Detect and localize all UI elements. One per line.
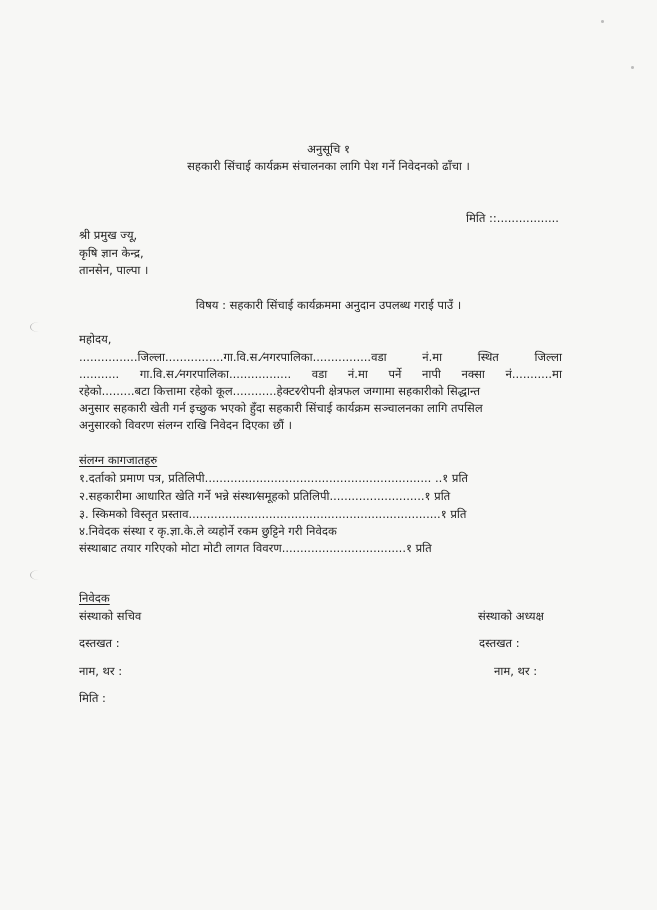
addressee-line-3: तानसेन, पाल्पा । bbox=[79, 263, 149, 277]
body-line-5: अनुसारको विवरण संलग्न राखि निवेदन दिएका छौं । bbox=[79, 418, 292, 432]
body-word: पर्ने bbox=[388, 367, 402, 381]
body-word: ................जिल्ला................गा.वि.स.⁄नगरपालिका................वडा bbox=[79, 350, 387, 364]
body-word: नापी bbox=[422, 367, 441, 381]
secretary-signature-label: दस्तखत : bbox=[79, 636, 120, 650]
chairperson-name-label: नाम, थर : bbox=[494, 664, 538, 678]
salutation: महोदय, bbox=[79, 332, 112, 346]
body-word: जिल्ला bbox=[534, 350, 562, 364]
attachment-item-2: २.सहकारीमा आधारित खेति गर्ने भन्ने संस्था⁄समूहको प्रतिलिपी..........................१ प्रति bbox=[79, 489, 451, 503]
applicant-heading: निवेदक bbox=[79, 591, 110, 605]
body-word: स्थित bbox=[477, 350, 499, 364]
punch-hole-mark bbox=[30, 570, 47, 580]
date-line: मिति ::................. bbox=[466, 211, 559, 225]
body-word: वडा bbox=[311, 367, 328, 381]
body-word: नक्सा bbox=[461, 367, 485, 381]
body-line-4: अनुसार सहकारी खेती गर्न इच्छुक भएको हुँदा सहकारी सिंचाई कार्यक्रम सञ्चालनका लागि तपसिल bbox=[79, 401, 483, 415]
body-word: गा.वि.स.⁄नगरपालिका................. bbox=[139, 367, 292, 381]
attachments-heading: संलग्न कागजातहरु bbox=[79, 453, 158, 467]
attachment-item-3: ३. स्किमको विस्तृत प्रस्ताव.....................................................................१ प्रति bbox=[79, 507, 467, 521]
addressee-line-2: कृषि ज्ञान केन्द्र, bbox=[79, 246, 144, 260]
punch-hole-mark bbox=[30, 322, 47, 332]
addressee-line-1: श्री प्रमुख ज्यू, bbox=[79, 228, 138, 242]
body-word: नं.मा bbox=[422, 350, 443, 364]
body-line-1 bbox=[79, 352, 562, 364]
attachment-item-4-continued: संस्थाबाट तयार गरिएको मोटा मोटी लागत विवरण..................................१ प्रति bbox=[79, 541, 432, 555]
attachment-item-1: १.दर्ताको प्रमाण पत्र, प्रतिलिपी.............................................................. ..१ प्रति bbox=[79, 471, 468, 485]
form-title: सहकारी सिंचाई कार्यक्रम संचालनका लागि पेश गर्ने निवेदनको ढाँचा । bbox=[187, 159, 470, 173]
annex-label: अनुसूचि १ bbox=[307, 142, 350, 156]
scan-speck bbox=[601, 20, 604, 23]
chairperson-signature-label: दस्तखत : bbox=[479, 636, 520, 650]
secretary-name-label: नाम, थर : bbox=[79, 664, 123, 678]
secretary-title: संस्थाको सचिव bbox=[79, 609, 142, 623]
subject-line: विषय : सहकारी सिंचाई कार्यक्रममा अनुदान उपलब्ध गराई पाउँ । bbox=[195, 298, 462, 312]
body-line-2 bbox=[79, 369, 562, 381]
scan-speck bbox=[631, 66, 634, 69]
body-word: नं...........मा bbox=[505, 367, 562, 381]
signature-date-label: मिति : bbox=[79, 691, 106, 705]
body-line-3: रहेको.........बटा कित्तामा रहेको कूल............हेक्टर⁄रोपनी क्षेत्रफल जग्गामा सहकारीको सिद्धान्त bbox=[79, 384, 481, 398]
attachment-item-4: ४.निवेदक संस्था र कृ.ज्ञा.के.ले व्यहोर्ने रकम छुट्टिने गरी निवेदक bbox=[79, 524, 337, 538]
body-word: नं.मा bbox=[347, 367, 368, 381]
chairperson-title: संस्थाको अध्यक्ष bbox=[478, 609, 544, 623]
body-word: ........... bbox=[79, 367, 120, 381]
